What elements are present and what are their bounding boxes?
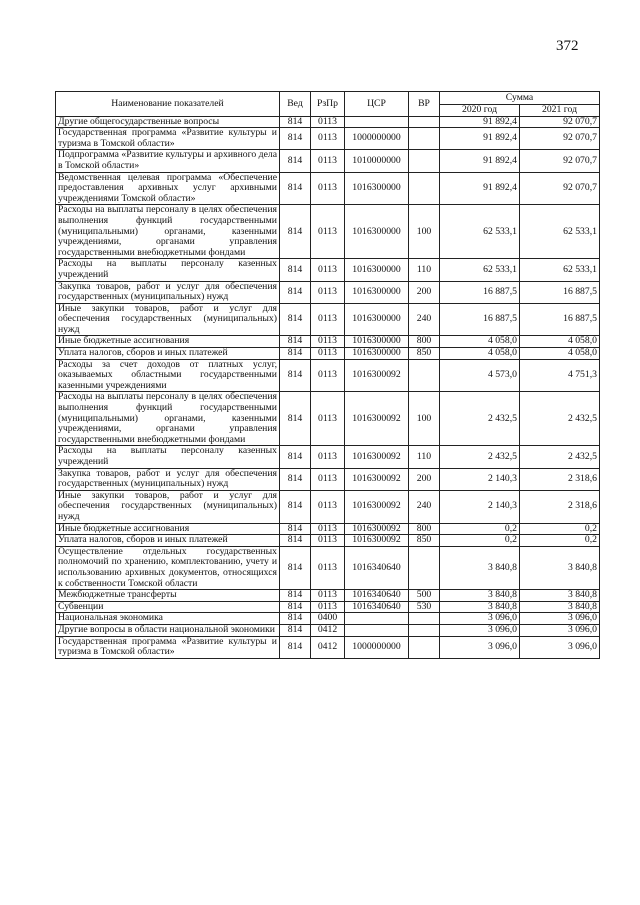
row-name: Уплата налогов, сборов и иных платежей bbox=[56, 348, 280, 360]
table-body bbox=[56, 116, 600, 658]
row-name: Иные бюджетные ассигнования bbox=[56, 336, 280, 348]
row-name: Расходы на выплаты персоналу в целях обеспечения выполнения функций государственными (муниципальными) органами, казенными учреждениями, органами управления государственными внебюджетными фондами bbox=[56, 205, 280, 259]
row-ved: 814 bbox=[280, 359, 311, 392]
row-amount-2021: 3 840,8 bbox=[520, 590, 600, 602]
row-rzpr: 0113 bbox=[311, 128, 345, 150]
row-vr bbox=[409, 150, 440, 172]
header-csr: ЦСР bbox=[345, 92, 409, 117]
row-vr bbox=[409, 613, 440, 625]
row-rzpr: 0412 bbox=[311, 624, 345, 636]
page-number: 372 bbox=[556, 38, 579, 54]
row-amount-2021: 0,2 bbox=[520, 523, 600, 535]
row-ved: 814 bbox=[280, 523, 311, 535]
table-row bbox=[56, 636, 600, 658]
row-ved: 814 bbox=[280, 636, 311, 658]
row-ved: 814 bbox=[280, 172, 311, 205]
row-amount-2020: 16 887,5 bbox=[440, 281, 520, 303]
row-amount-2021: 2 318,6 bbox=[520, 490, 600, 523]
row-csr: 1016340640 bbox=[345, 590, 409, 602]
row-csr: 1000000000 bbox=[345, 636, 409, 658]
table-row bbox=[56, 116, 600, 128]
row-rzpr: 0113 bbox=[311, 359, 345, 392]
row-amount-2021: 4 751,3 bbox=[520, 359, 600, 392]
table-row bbox=[56, 336, 600, 348]
row-name: Расходы на выплаты персоналу казенных учреждений bbox=[56, 446, 280, 468]
row-csr: 1016300092 bbox=[345, 535, 409, 547]
row-csr: 1016300092 bbox=[345, 468, 409, 490]
row-amount-2020: 2 432,5 bbox=[440, 392, 520, 446]
row-amount-2021: 92 070,7 bbox=[520, 128, 600, 150]
row-name: Закупка товаров, работ и услуг для обеспечения государственных (муниципальных) нужд bbox=[56, 281, 280, 303]
row-rzpr: 0113 bbox=[311, 523, 345, 535]
row-ved: 814 bbox=[280, 303, 311, 336]
budget-table bbox=[55, 91, 600, 659]
row-ved: 814 bbox=[280, 392, 311, 446]
row-name: Уплата налогов, сборов и иных платежей bbox=[56, 535, 280, 547]
row-amount-2021: 3 096,0 bbox=[520, 636, 600, 658]
row-name: Ведомственная целевая программа «Обеспечение предоставления архивных услуг архивными учреждениями Томской области» bbox=[56, 172, 280, 205]
row-amount-2020: 62 533,1 bbox=[440, 205, 520, 259]
row-rzpr: 0113 bbox=[311, 150, 345, 172]
row-name: Осуществление отдельных государственных полномочий по хранению, комплектованию, учету и использованию архивных документов, относящихся к собственности Томской области bbox=[56, 546, 280, 589]
table-row bbox=[56, 523, 600, 535]
row-amount-2020: 0,2 bbox=[440, 523, 520, 535]
row-amount-2021: 16 887,5 bbox=[520, 303, 600, 336]
table-row bbox=[56, 613, 600, 625]
row-amount-2021: 62 533,1 bbox=[520, 259, 600, 281]
table-row bbox=[56, 128, 600, 150]
row-rzpr: 0113 bbox=[311, 348, 345, 360]
row-ved: 814 bbox=[280, 613, 311, 625]
table-row bbox=[56, 172, 600, 205]
row-amount-2020: 2 432,5 bbox=[440, 446, 520, 468]
row-ved: 814 bbox=[280, 205, 311, 259]
row-ved: 814 bbox=[280, 624, 311, 636]
row-rzpr: 0113 bbox=[311, 116, 345, 128]
row-rzpr: 0113 bbox=[311, 468, 345, 490]
row-csr: 1016340640 bbox=[345, 546, 409, 589]
row-vr: 100 bbox=[409, 392, 440, 446]
row-csr: 1016300000 bbox=[345, 303, 409, 336]
row-vr bbox=[409, 128, 440, 150]
row-amount-2020: 91 892,4 bbox=[440, 172, 520, 205]
row-amount-2020: 3 096,0 bbox=[440, 636, 520, 658]
row-amount-2020: 91 892,4 bbox=[440, 128, 520, 150]
row-amount-2020: 16 887,5 bbox=[440, 303, 520, 336]
row-vr: 850 bbox=[409, 535, 440, 547]
row-csr: 1016300000 bbox=[345, 348, 409, 360]
row-vr: 800 bbox=[409, 336, 440, 348]
row-ved: 814 bbox=[280, 281, 311, 303]
table-row bbox=[56, 546, 600, 589]
row-ved: 814 bbox=[280, 259, 311, 281]
row-vr bbox=[409, 172, 440, 205]
row-csr: 1016300092 bbox=[345, 359, 409, 392]
row-name: Субвенции bbox=[56, 601, 280, 613]
table-row bbox=[56, 303, 600, 336]
row-amount-2020: 2 140,3 bbox=[440, 468, 520, 490]
header-year-2021: 2021 год bbox=[520, 105, 600, 117]
row-rzpr: 0113 bbox=[311, 172, 345, 205]
row-amount-2021: 92 070,7 bbox=[520, 150, 600, 172]
row-name: Расходы на выплаты персоналу казенных учреждений bbox=[56, 259, 280, 281]
row-name: Другие общегосударственные вопросы bbox=[56, 116, 280, 128]
row-csr bbox=[345, 624, 409, 636]
row-vr bbox=[409, 546, 440, 589]
row-amount-2020: 4 058,0 bbox=[440, 348, 520, 360]
row-csr: 1016300000 bbox=[345, 281, 409, 303]
row-vr bbox=[409, 636, 440, 658]
table-row bbox=[56, 150, 600, 172]
row-name: Расходы за счет доходов от платных услуг, оказываемых областными государственными казенными учреждениями bbox=[56, 359, 280, 392]
row-vr: 240 bbox=[409, 490, 440, 523]
row-csr: 1016300092 bbox=[345, 490, 409, 523]
row-ved: 814 bbox=[280, 468, 311, 490]
row-csr: 1016300092 bbox=[345, 446, 409, 468]
row-rzpr: 0113 bbox=[311, 205, 345, 259]
row-amount-2020: 3 840,8 bbox=[440, 546, 520, 589]
row-amount-2021: 2 432,5 bbox=[520, 446, 600, 468]
row-amount-2020: 3 096,0 bbox=[440, 613, 520, 625]
header-year-2020: 2020 год bbox=[440, 105, 520, 117]
row-amount-2021: 4 058,0 bbox=[520, 348, 600, 360]
row-amount-2021: 16 887,5 bbox=[520, 281, 600, 303]
row-rzpr: 0113 bbox=[311, 535, 345, 547]
header-summa: Сумма bbox=[440, 92, 600, 105]
row-vr: 530 bbox=[409, 601, 440, 613]
row-ved: 814 bbox=[280, 348, 311, 360]
row-vr: 500 bbox=[409, 590, 440, 602]
table-row bbox=[56, 205, 600, 259]
row-vr: 200 bbox=[409, 468, 440, 490]
row-amount-2021: 3 840,8 bbox=[520, 546, 600, 589]
table-row bbox=[56, 259, 600, 281]
row-csr: 1010000000 bbox=[345, 150, 409, 172]
table-row bbox=[56, 359, 600, 392]
table-row bbox=[56, 281, 600, 303]
row-amount-2021: 92 070,7 bbox=[520, 172, 600, 205]
row-vr bbox=[409, 116, 440, 128]
row-rzpr: 0113 bbox=[311, 303, 345, 336]
row-rzpr: 0113 bbox=[311, 446, 345, 468]
row-amount-2020: 4 058,0 bbox=[440, 336, 520, 348]
row-ved: 814 bbox=[280, 535, 311, 547]
table-row bbox=[56, 624, 600, 636]
row-amount-2020: 91 892,4 bbox=[440, 150, 520, 172]
row-csr: 1016300000 bbox=[345, 259, 409, 281]
row-amount-2021: 2 432,5 bbox=[520, 392, 600, 446]
row-vr: 800 bbox=[409, 523, 440, 535]
header-name: Наименование показателей bbox=[56, 92, 280, 117]
row-name: Иные закупки товаров, работ и услуг для обеспечения государственных (муниципальных) нужд bbox=[56, 490, 280, 523]
row-amount-2021: 4 058,0 bbox=[520, 336, 600, 348]
row-amount-2020: 62 533,1 bbox=[440, 259, 520, 281]
row-ved: 814 bbox=[280, 116, 311, 128]
row-ved: 814 bbox=[280, 490, 311, 523]
row-ved: 814 bbox=[280, 590, 311, 602]
row-csr: 1000000000 bbox=[345, 128, 409, 150]
row-amount-2020: 91 892,4 bbox=[440, 116, 520, 128]
row-name: Иные бюджетные ассигнования bbox=[56, 523, 280, 535]
row-rzpr: 0400 bbox=[311, 613, 345, 625]
row-vr bbox=[409, 624, 440, 636]
row-amount-2021: 92 070,7 bbox=[520, 116, 600, 128]
header-vr: ВР bbox=[409, 92, 440, 117]
table-header bbox=[56, 92, 600, 117]
row-rzpr: 0113 bbox=[311, 590, 345, 602]
row-vr: 200 bbox=[409, 281, 440, 303]
row-amount-2021: 3 840,8 bbox=[520, 601, 600, 613]
table-row bbox=[56, 392, 600, 446]
row-ved: 814 bbox=[280, 546, 311, 589]
row-ved: 814 bbox=[280, 150, 311, 172]
row-amount-2021: 2 318,6 bbox=[520, 468, 600, 490]
row-name: Национальная экономика bbox=[56, 613, 280, 625]
table-row bbox=[56, 601, 600, 613]
row-ved: 814 bbox=[280, 601, 311, 613]
row-ved: 814 bbox=[280, 336, 311, 348]
table-row bbox=[56, 590, 600, 602]
row-vr: 240 bbox=[409, 303, 440, 336]
header-ved: Вед bbox=[280, 92, 311, 117]
row-name: Закупка товаров, работ и услуг для обеспечения государственных (муниципальных) нужд bbox=[56, 468, 280, 490]
row-csr bbox=[345, 116, 409, 128]
row-rzpr: 0113 bbox=[311, 336, 345, 348]
row-amount-2021: 62 533,1 bbox=[520, 205, 600, 259]
row-vr: 100 bbox=[409, 205, 440, 259]
row-amount-2020: 2 140,3 bbox=[440, 490, 520, 523]
row-rzpr: 0113 bbox=[311, 490, 345, 523]
row-vr bbox=[409, 359, 440, 392]
row-rzpr: 0113 bbox=[311, 392, 345, 446]
row-name: Межбюджетные трансферты bbox=[56, 590, 280, 602]
row-csr: 1016300092 bbox=[345, 523, 409, 535]
row-vr: 110 bbox=[409, 446, 440, 468]
row-csr: 1016340640 bbox=[345, 601, 409, 613]
row-amount-2021: 0,2 bbox=[520, 535, 600, 547]
row-name: Расходы на выплаты персоналу в целях обеспечения выполнения функций государственными (муниципальными) органами, казенными учреждениями, органами управления государственными внебюджетными фондами bbox=[56, 392, 280, 446]
row-vr: 850 bbox=[409, 348, 440, 360]
row-name: Государственная программа «Развитие культуры и туризма в Томской области» bbox=[56, 128, 280, 150]
row-csr bbox=[345, 613, 409, 625]
row-amount-2020: 0,2 bbox=[440, 535, 520, 547]
row-csr: 1016300092 bbox=[345, 392, 409, 446]
row-csr: 1016300000 bbox=[345, 172, 409, 205]
row-rzpr: 0113 bbox=[311, 546, 345, 589]
row-name: Иные закупки товаров, работ и услуг для обеспечения государственных (муниципальных) нужд bbox=[56, 303, 280, 336]
row-rzpr: 0113 bbox=[311, 259, 345, 281]
row-amount-2020: 3 840,8 bbox=[440, 601, 520, 613]
row-amount-2021: 3 096,0 bbox=[520, 624, 600, 636]
table-row bbox=[56, 348, 600, 360]
row-name: Другие вопросы в области национальной экономики bbox=[56, 624, 280, 636]
row-rzpr: 0113 bbox=[311, 601, 345, 613]
row-rzpr: 0113 bbox=[311, 281, 345, 303]
row-amount-2020: 3 840,8 bbox=[440, 590, 520, 602]
row-amount-2020: 4 573,0 bbox=[440, 359, 520, 392]
row-amount-2021: 3 096,0 bbox=[520, 613, 600, 625]
row-csr: 1016300000 bbox=[345, 205, 409, 259]
row-rzpr: 0412 bbox=[311, 636, 345, 658]
row-name: Подпрограмма «Развитие культуры и архивного дела в Томской области» bbox=[56, 150, 280, 172]
header-rzpr: РзПр bbox=[311, 92, 345, 117]
table-row bbox=[56, 490, 600, 523]
row-vr: 110 bbox=[409, 259, 440, 281]
table-row bbox=[56, 535, 600, 547]
row-ved: 814 bbox=[280, 446, 311, 468]
table-row bbox=[56, 468, 600, 490]
row-amount-2020: 3 096,0 bbox=[440, 624, 520, 636]
table-row bbox=[56, 446, 600, 468]
row-csr: 1016300000 bbox=[345, 336, 409, 348]
row-name: Государственная программа «Развитие культуры и туризма в Томской области» bbox=[56, 636, 280, 658]
row-ved: 814 bbox=[280, 128, 311, 150]
